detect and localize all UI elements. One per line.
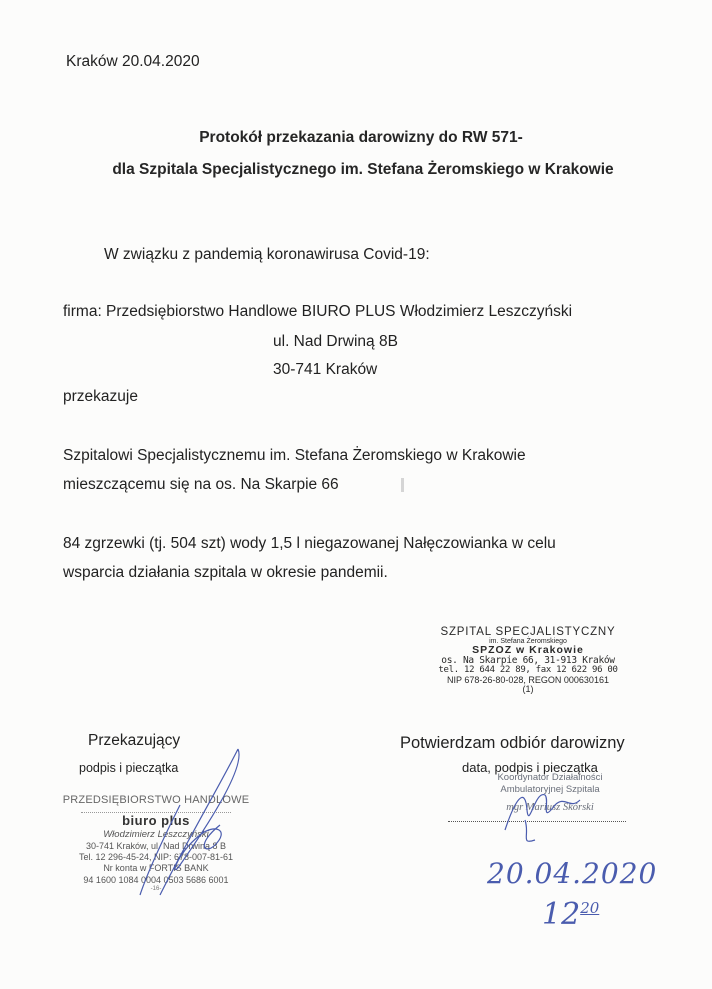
handwritten-time — [542, 897, 599, 932]
donor-stamp-owner: Włodzimierz Leszczyński — [103, 829, 209, 840]
handwritten-time-minutes: 20 — [580, 899, 600, 917]
hospital-stamp — [428, 626, 628, 695]
donor-stamp-code: -16- — [150, 885, 162, 892]
recipient-signature-ink — [495, 780, 585, 850]
hospital-stamp-line-4: os. Na Skarpie 66, 31-913 Kraków — [441, 655, 615, 667]
hospital-stamp-line-3: SPZOZ w Krakowie — [472, 644, 584, 657]
donor-street: ul. Nad Drwiną 8B — [273, 333, 398, 350]
donor-signature-caption: podpis i pieczątka — [79, 761, 179, 775]
title-line-2: dla Szpitala Specjalistycznego im. Stefana Żeromskiego w Krakowie — [112, 161, 614, 178]
scan-artifact — [401, 478, 404, 492]
coordinator-stamp-name: mgr Mariusz Skórski — [506, 801, 594, 813]
coordinator-stamp-line-1: Koordynator Działalności — [497, 772, 603, 783]
hospital-stamp-line-2: im. Stefana Żeromskiego — [489, 638, 567, 646]
intro-text: W związku z pandemią koronawirusa Covid-19: — [104, 246, 430, 263]
place-date: Kraków 20.04.2020 — [66, 53, 200, 70]
hospital-stamp-line-7: (1) — [522, 684, 534, 695]
coordinator-stamp-line-2: Ambulatoryjnej Szpitala — [500, 784, 600, 796]
recipient-signature-caption: data, podpis i pieczątka — [462, 760, 598, 775]
recipient-signature-heading: Potwierdzam odbiór darowizny — [400, 734, 625, 752]
donor-name: firma: Przedsiębiorstwo Handlowe BIURO PLUS Włodzimierz Leszczyński — [63, 303, 573, 320]
handwritten-time-hour: 12 — [542, 897, 581, 932]
donor-stamp-bank: Nr konta w FORTIS BANK — [103, 863, 209, 874]
donor-stamp-contact: Tel. 12 296-45-24, NIP: 678-007-81-61 — [78, 852, 234, 863]
donation-line-1: 84 zgrzewki (tj. 504 szt) wody 1,5 l niegazowanej Nałęczowianka w celu — [63, 535, 556, 552]
verb-przekazuje: przekazuje — [63, 388, 138, 405]
donor-signature-ink — [120, 745, 260, 905]
donor-stamp-account: 94 1600 1084 0004 0503 5686 6001 — [83, 874, 229, 885]
recipient-line-1: Szpitalowi Specjalistycznemu im. Stefana Żeromskiego w Krakowie — [63, 447, 526, 464]
donor-stamp-address: 30-741 Kraków, ul. Nad Drwiną 8 B — [85, 840, 227, 851]
hospital-stamp-line-1: SZPITAL SPECJALISTYCZNY — [440, 626, 616, 638]
hospital-stamp-line-5: tel. 12 644 22 89, fax 12 622 96 00 — [438, 665, 618, 676]
handwritten-date: 20.04.2020 — [487, 857, 658, 890]
hospital-stamp-line-6: NIP 678-26-80-028, REGON 000630161 — [447, 674, 609, 685]
donor-city: 30-741 Kraków — [273, 361, 378, 378]
donor-stamp-line-1: PRZEDSIĘBIORSTWO HANDLOWE — [62, 794, 250, 806]
recipient-line-2: mieszczącemu się na os. Na Skarpie 66 — [63, 476, 339, 493]
title-line-1: Protokół przekazania darowizny do RW 571- — [199, 129, 523, 146]
donor-stamp-logo: biuro plus — [122, 812, 190, 828]
donation-line-2: wsparcia działania szpitala w okresie pandemii. — [63, 564, 388, 581]
donor-signature-heading: Przekazujący — [88, 732, 181, 749]
